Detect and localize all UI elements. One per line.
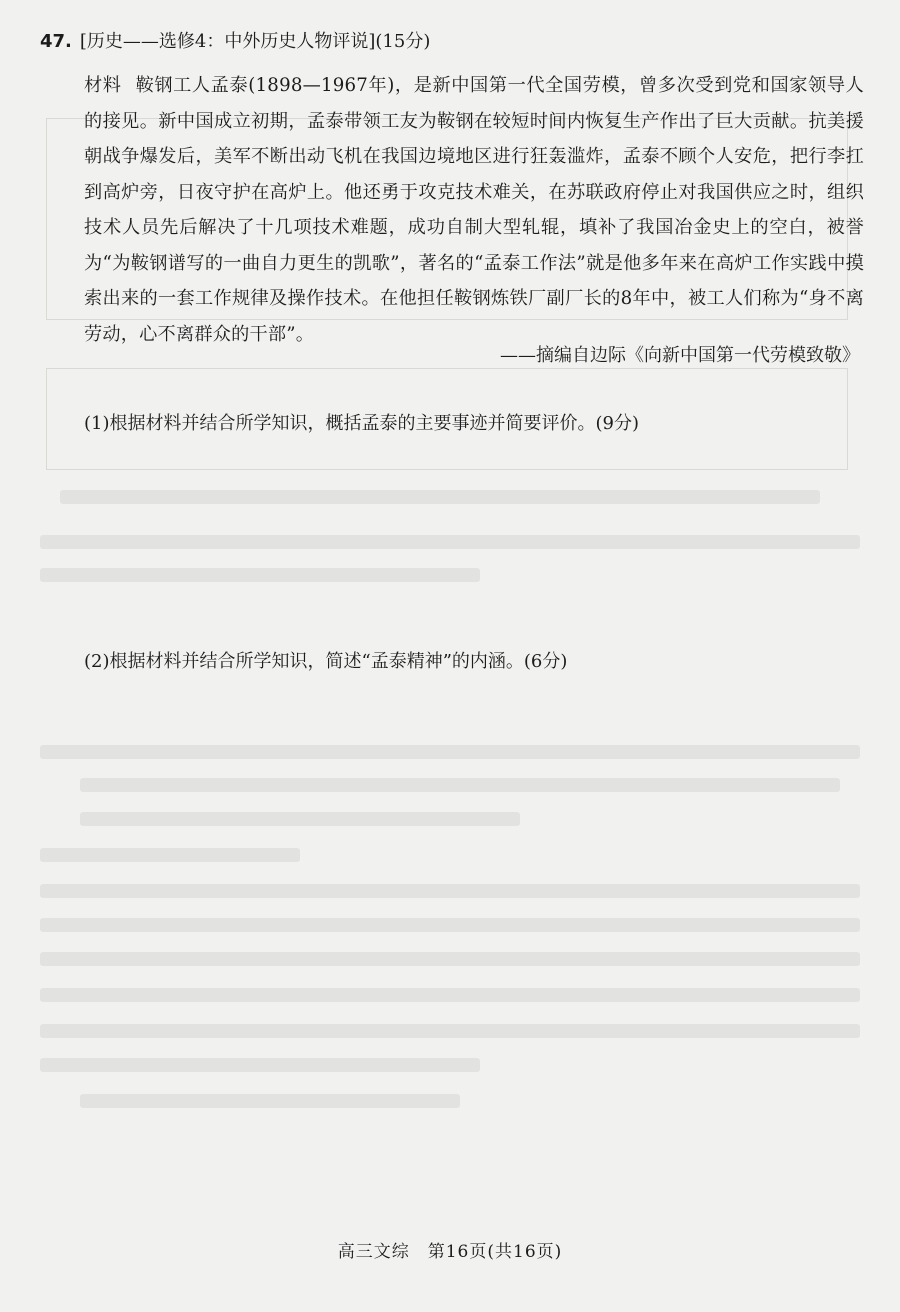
sub-question-1: (1)根据材料并结合所学知识，概括孟泰的主要事迹并简要评价。(9分) bbox=[84, 413, 639, 434]
material-label: 材料 bbox=[84, 75, 122, 96]
question-title: [历史——选修4：中外历史人物评说](15分) bbox=[79, 31, 431, 52]
question-heading bbox=[40, 28, 870, 56]
sub-question-2: (2)根据材料并结合所学知识，简述“孟泰精神”的内涵。(6分) bbox=[84, 651, 568, 672]
question-number: 47. bbox=[40, 31, 72, 52]
material-text: 鞍钢工人孟泰(1898—1967年)，是新中国第一代全国劳模，曾多次受到党和国家领导人的接见。新中国成立初期，孟泰带领工友为鞍钢在较短时间内恢复生产作出了巨大贡献。抗美援朝战争爆发后，美军不断出动飞机在我国边境地区进行狂轰滥炸，孟泰不顾个人安危，把行李扛到高炉旁，日夜守护在高炉上。他还勇于攻克技术难关，在苏联政府停止对我国供应之时，组织技术人员先后解决了十几项技术难题，成功自制大型轧辊，填补了我国冶金史上的空白，被誉为“为鞍钢谱写的一曲自力更生的凯歌”，著名的“孟泰工作法”就是他多年来在高炉工作实践中摸索出来的一套工作规律及操作技术。在他担任鞍钢炼铁厂副厂长的8年中，被工人们称为“身不离劳动，心不离群众的干部”。 bbox=[84, 75, 864, 345]
page-footer: 高三文综 第16页(共16页) bbox=[337, 1242, 563, 1262]
material-source: ——摘编自边际《向新中国第一代劳模致敬》 bbox=[500, 345, 860, 366]
material-paragraph bbox=[84, 68, 864, 352]
question-47 bbox=[40, 28, 870, 56]
